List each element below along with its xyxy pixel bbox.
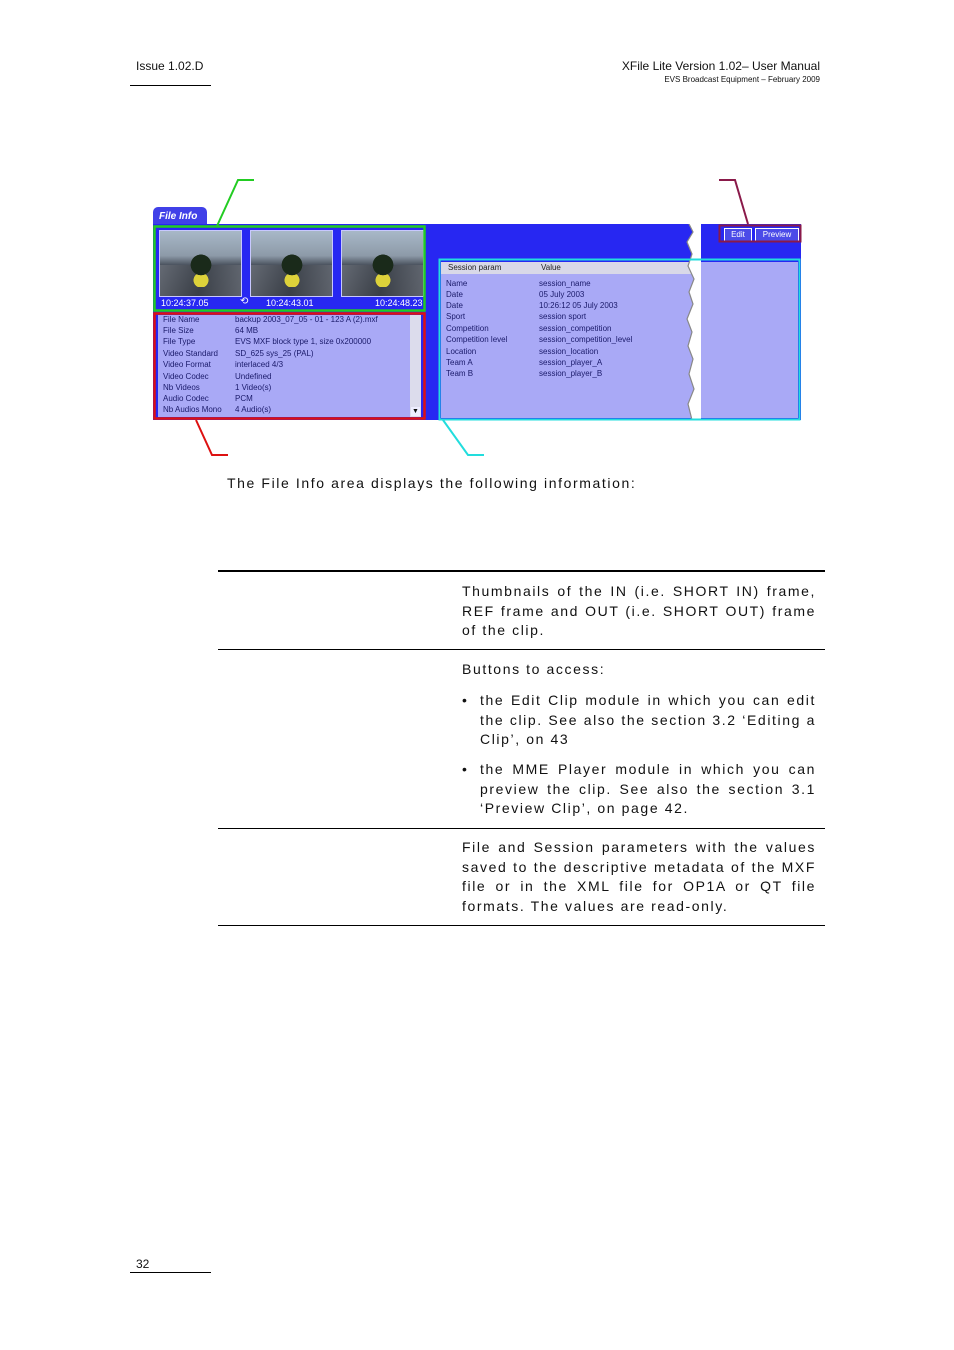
session-value-header: Value [541, 263, 561, 272]
session-param-value: 10:26:12 05 July 2003 [539, 301, 618, 310]
session-param-value: session_player_B [539, 369, 603, 378]
page-number: 32 [136, 1257, 150, 1271]
session-param-value: session_location [539, 347, 599, 356]
manual-subtitle: EVS Broadcast Equipment – February 2009 [664, 75, 820, 84]
session-param-label: Name [446, 279, 468, 288]
file-param-label: Video Codec [163, 372, 209, 381]
file-param-label: Video Format [163, 360, 211, 369]
bullet-edit-clip: the Edit Clip module in which you can edit the clip. See also the section 3.2 ‘Editing a Clip’, on 43 [480, 692, 816, 748]
intro-text: The File Info area displays the following information: [227, 475, 637, 491]
file-param-value: backup 2003_07_05 - 01 - 123 A (2).mxf [235, 315, 378, 324]
table-top-rule [218, 570, 825, 572]
preview-button[interactable]: Preview [755, 228, 799, 242]
session-param-label: Sport [446, 312, 466, 321]
file-param-value: PCM [235, 394, 253, 403]
session-param-label: Team A [446, 358, 473, 367]
file-param-value: EVS MXF block type 1, size 0x200000 [235, 337, 372, 346]
table-row-rule [218, 649, 825, 650]
session-param-label: Competition [446, 324, 489, 333]
row-params-description: File and Session parameters with the values saved to the descriptive metadata of the MXF file or in the XML file for OP1A or QT file formats. The values are read-only. [462, 839, 816, 914]
session-param-label: Competition level [446, 335, 508, 344]
session-param-value: session_competition [539, 324, 612, 333]
file-param-label: Nb Videos [163, 383, 200, 392]
session-param-value: 05 July 2003 [539, 290, 585, 299]
session-param-value: session_competition_level [539, 335, 633, 344]
manual-title: XFile Lite Version 1.02– User Manual [621, 59, 820, 73]
file-param-label: Video Standard [163, 349, 219, 358]
edit-button[interactable]: Edit [724, 228, 752, 242]
file-param-label: File Name [163, 315, 200, 324]
bullet-icon: • [462, 761, 467, 777]
table-bottom-rule [218, 925, 825, 926]
issue-label: Issue 1.02.D [136, 59, 204, 73]
session-param-value: session sport [539, 312, 587, 321]
session-param-label: Date [446, 301, 463, 310]
session-param-value: session_name [539, 279, 591, 288]
session-param-value: session_player_A [539, 358, 603, 367]
session-param-header: Session param [448, 263, 502, 272]
file-param-value: 64 MB [235, 326, 259, 335]
session-param-label: Date [446, 290, 463, 299]
file-param-value: interlaced 4/3 [235, 360, 284, 369]
timecode-in: 10:24:37.05 [161, 298, 209, 308]
row-thumbnails-description: Thumbnails of the IN (i.e. SHORT IN) frame, REF frame and OUT (i.e. SHORT OUT) frame of the clip. [462, 583, 816, 639]
session-param-label: Team B [446, 369, 474, 378]
session-param-label: Location [446, 347, 477, 356]
file-param-value: Undefined [235, 372, 272, 381]
row-buttons-lead: Buttons to access: [462, 661, 606, 677]
file-param-value: SD_625 sys_25 (PAL) [235, 349, 314, 358]
callout-overlay [0, 0, 954, 470]
bullet-mme-player: the MME Player module in which you can preview the clip. See also the section 3.1 ‘Preview Clip’, on page 42. [480, 761, 816, 817]
timecode-ref: 10:24:43.01 [266, 298, 314, 308]
file-param-value: 1 Video(s) [235, 383, 272, 392]
file-param-label: Nb Audios Mono [163, 405, 222, 414]
file-info-tab: File Info [153, 207, 207, 225]
table-row-rule [218, 828, 825, 829]
loop-icon: ⟲ [240, 296, 249, 307]
file-param-label: File Type [163, 337, 196, 346]
timecode-out: 10:24:48.23 [375, 298, 423, 308]
footer-rule [130, 1272, 211, 1273]
file-param-value: 4 Audio(s) [235, 405, 272, 414]
chevron-down-icon[interactable]: ▼ [412, 408, 419, 415]
file-param-label: Audio Codec [163, 394, 209, 403]
bullet-icon: • [462, 692, 467, 708]
file-param-label: File Size [163, 326, 194, 335]
